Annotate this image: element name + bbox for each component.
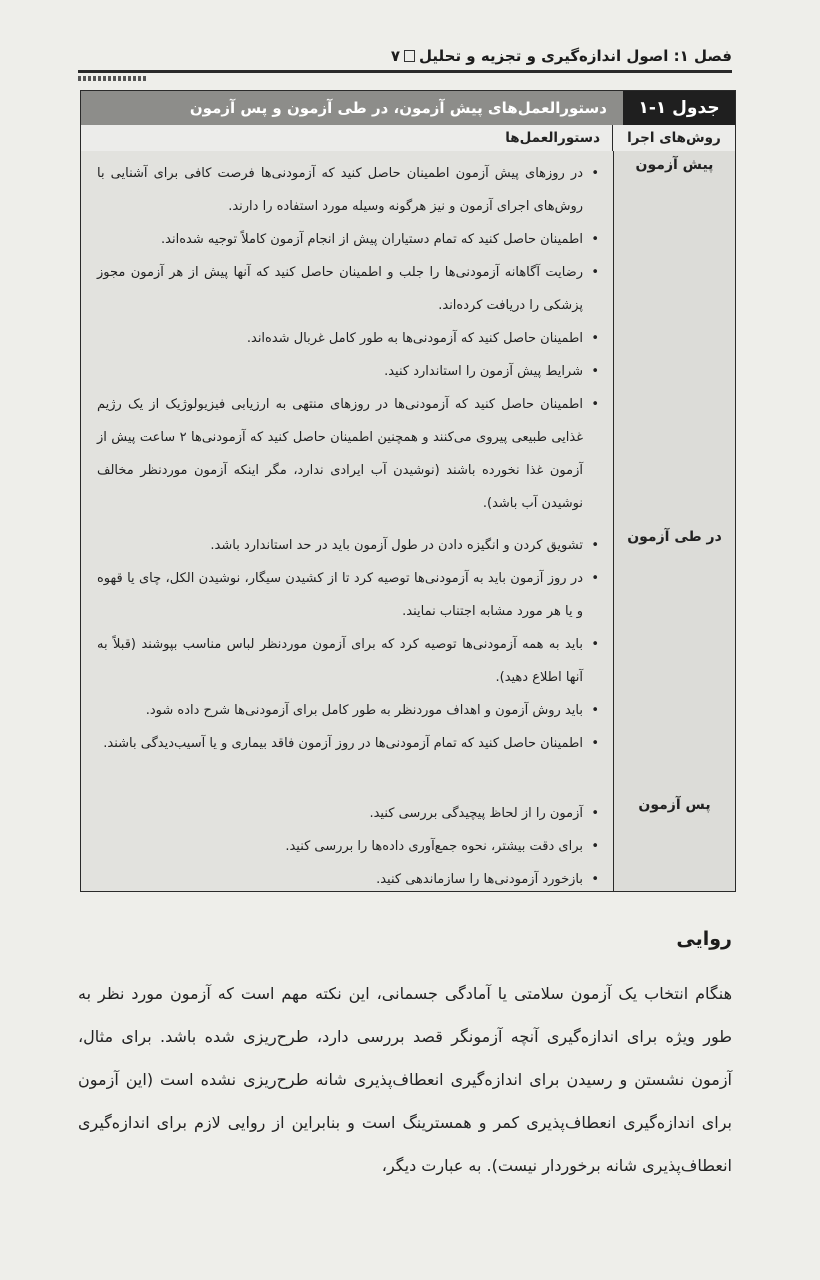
list-item: • تشویق کردن و انگیزه دادن در طول آزمون باید در حد استاندارد باشد. (97, 529, 599, 562)
list-item: • در روزهای پیش آزمون اطمینان حاصل کنید که آزمودنی‌ها فرصت کافی برای آشنایی با روش‌های اجرای آزمون و نیز هرگونه وسیله مورد استفاده را دارند. (97, 157, 599, 223)
chapter-title: فصل ۱: اصول اندازه‌گیری و تجزیه و تحلیل (419, 47, 732, 65)
list-item: • اطمینان حاصل کنید که آزمودنی‌ها در روزهای منتهی به ارزیابی فیزیولوژیک از یک رژیم غذایی طبیعی پیروی می‌کنند و همچنین اطمینان حاصل کنید که آزمودنی‌ها ۲ ساعت پیش از آزمون غذا نخورده باشند (نوشیدن آب ایرادی ندارد، مگر اینکه آزمون موردنظر مخالف نوشیدن آب باشد). (97, 388, 599, 520)
list-item: • باید به همه آزمودنی‌ها توصیه کرد که برای آزمون موردنظر لباس مناسب بپوشند (قبلاً به آنها اطلاع دهید). (97, 628, 599, 694)
table-title-row (81, 91, 735, 125)
list-item: • شرایط پیش آزمون را استاندارد کنید. (97, 355, 599, 388)
header-rule (78, 70, 732, 73)
table-section-pretest (81, 151, 735, 524)
list-item: • اطمینان حاصل کنید که تمام آزمودنی‌ها در روز آزمون فاقد بیماری و یا آسیب‌دیدگی باشند. (97, 727, 599, 760)
column-header-procedures: دستورالعمل‌ها (505, 130, 600, 146)
method-label: در طی آزمون (613, 523, 735, 791)
table-body (81, 151, 735, 891)
header-dotted-ornament (78, 76, 146, 81)
list-item: • اطمینان حاصل کنید که تمام دستیاران پیش از انجام آزمون کاملاً توجیه شده‌اند. (97, 223, 599, 256)
table-section-posttest (81, 791, 735, 891)
table-number: جدول ۱-۱ (623, 91, 735, 125)
table-caption: دستورالعمل‌های پیش آزمون، در طی آزمون و پس آزمون (81, 91, 623, 125)
list-item: • رضایت آگاهانه آزمودنی‌ها را جلب و اطمینان حاصل کنید که آنها پیش از هر آزمون مجوز پزشکی را دریافت کرده‌اند. (97, 256, 599, 322)
list-item: • باید روش آزمون و اهداف موردنظر به طور کامل برای آزمودنی‌ها شرح داده شود. (97, 694, 599, 727)
table-section-during-test (81, 523, 735, 792)
list-item: • آزمون را از لحاظ پیچیدگی بررسی کنید. (97, 797, 599, 830)
procedure-list (81, 791, 613, 891)
list-item: • بازخورد آزمودنی‌ها را سازماندهی کنید. (97, 863, 599, 896)
procedure-list (81, 523, 613, 791)
page-number: ۷ (390, 47, 400, 65)
procedure-list (81, 151, 613, 523)
column-header-method: روش‌های اجرا (612, 125, 735, 151)
list-item: • برای دقت بیشتر، نحوه جمع‌آوری داده‌ها را بررسی کنید. (97, 830, 599, 863)
running-header (78, 44, 732, 68)
method-label: پیش آزمون (613, 151, 735, 523)
square-ornament-icon (404, 50, 415, 62)
list-item: • در روز آزمون باید به آزمودنی‌ها توصیه کرد تا از کشیدن سیگار، نوشیدن الکل، چای یا قهوه و یا هر مورد مشابه اجتناب نمایند. (97, 562, 599, 628)
method-label: پس آزمون (613, 791, 735, 891)
body-paragraph: هنگام انتخاب یک آزمون سلامتی یا آمادگی جسمانی، این نکته مهم است که آزمون مورد نظر به طور ویژه برای اندازه‌گیری آنچه آزمونگر قصد بررسی دارد، طرح‌ریزی شده باشد. برای مثال، آزمون نشستن و رسیدن برای اندازه‌گیری انعطاف‌پذیری شانه طرح‌ریزی نشده است (این آزمون برای اندازه‌گیری انعطاف‌پذیری کمر و همسترینگ است و بنابراین از روایی لازم برای اندازه‌گیری انعطاف‌پذیری شانه برخوردار نیست). به عبارت دیگر، (78, 984, 732, 1175)
section-heading-validity: روایی (676, 928, 732, 950)
table-header-row (81, 125, 735, 152)
list-item: • اطمینان حاصل کنید که آزمودنی‌ها به طور کامل غربال شده‌اند. (97, 322, 599, 355)
procedures-table (80, 90, 736, 892)
